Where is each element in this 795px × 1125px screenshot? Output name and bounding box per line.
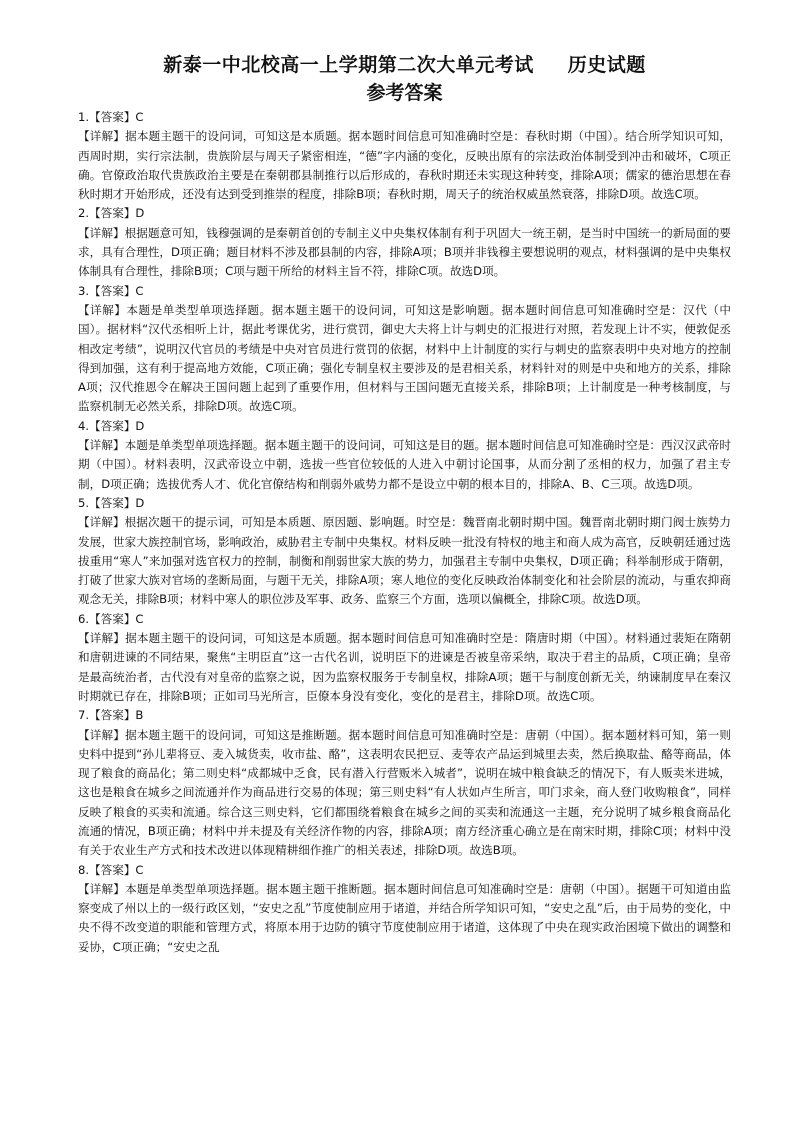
answer-item-4 [78,417,731,494]
explanation-text: 【详解】本题是单类型单项选择题。据本题主题干推断题。据本题时间信息可知准确时空是：唐朝（中国）。据题干可知道由监察变成了州以上的一级行政区划，“安史之乱”节度使制应用于诸道，并结合所学知识可知，“安史之乱”后，由于局势的变化，中央不得不改变道的职能和管理方式，将原本用于边防的镇守节度使制应用于诸道，这体现了中央在现实政治困境下做出的调整和妥协，C项正确；“安史之乱 [78,881,731,954]
page-title [78,52,731,78]
answer-item-7 [78,706,731,860]
answer-line: 5.【答案】D [78,495,145,510]
explanation-text: 【详解】据本题主题干的设问词，可知这是本质题。据本题时间信息可知准确时空是：隋唐时期（中国）。材料通过裴矩在隋朝和唐朝进谏的不同结果，聚焦“主明臣直”这一古代名训，说明臣下的进谏是否被皇帝采纳，取决于君主的品质，C项正确；皇帝是最高统治者，古代没有对皇帝的监察之说，因为监察权服务于专制皇权，排除A项；题干与制度创新无关，纳谏制度早在秦汉时期就已存在，排除B项；正如司马光所言，臣僚本身没有变化，变化的是君主，排除D项。故选C项。 [78,631,731,703]
explanation-text: 【详解】据本题主题干的设问词，可知这是本质题。据本题时间信息可知准确时空是：春秋时期（中国）。结合所学知识可知，西周时期，实行宗法制，贵族阶层与周天子紧密相连，“德”字内涵的变化，反映出原有的宗法政治体制受到冲击和破坏，C项正确。官僚政治取代贵族政治主要是在秦朝郡县制推行以后形成的，春秋时期还未实现这种转变，排除A项；儒家的德治思想在春秋时期才开始形成，还没有达到受到推崇的程度，排除B项；春秋时期，周天子的统治权威虽然衰落，排除D项。故选C项。 [78,129,731,202]
subject-title: 历史试题 [567,54,646,76]
answer-line: 3.【答案】C [78,283,144,298]
answer-item-5 [78,494,731,610]
explanation-text: 【详解】本题是单类型单项选择题。据本题主题干的设问词，可知这是目的题。据本题时间信息可知准确时空是：西汉汉武帝时期（中国）。材料表明，汉武帝设立中朝，选拔一些官位较低的人进入中朝讨论国事，从而分割了丞相的权力，加强了君主专制，D项正确；选拔优秀人才、优化官僚结构和削弱外戚势力都不是设立中朝的根本目的，排除A、B、C三项。故选D项。 [78,438,731,491]
explanation-text: 【详解】根据次题干的提示词，可知是本质题、原因题、影响题。时空是：魏晋南北朝时期中国。魏晋南北朝时期门阀士族势力发展，世家大族控制官场，影响政治，威胁君主专制中央集权。材料反映一批没有特权的地主和商人成为高官，反映朝廷通过选拔重用“寒人”来加强对选官权力的控制，制衡和削弱世家大族的势力，加强君主专制中央集权，D项正确；科举制形成于隋朝，打破了世家大族对官场的垄断局面，与题干无关，排除A项；寒人地位的变化反映政治体制变化和社会阶层的流动，与重农抑商观念无关，排除B项；材料中寒人的职位涉及军事、政务、监察三个方面，选项以偏概全，排除C项。故选D项。 [78,515,731,607]
answer-line: 8.【答案】C [78,862,144,877]
answer-line: 4.【答案】D [78,418,145,433]
explanation-text: 【详解】据本题主题干的设问词，可知这是推断题。据本题时间信息可知准确时空是：唐朝（中国）。据本题材料可知，第一则史料中提到“孙儿辈将豆、麦入城货卖，收市盐、酪”，这表明农民把豆、麦等农产品运到城里去卖，然后换取盐、酪等商品，体现了粮食的商品化；第二则史料“成都城中乏食，民有潜入行营贩米入城者”，说明在城中粮食缺乏的情况下，有人贩卖米进城，这也是粮食在城乡之间流通并作为商品进行交易的体现；第三则史料“有人状如卢生所言，叩门求籴，商人登门收购粮食”，同样反映了粮食的买卖和流通。综合这三则史料，它们都围绕着粮食在城乡之间的买卖和流通这一主题，充分说明了城乡粮食商品化流通的情况，B项正确；材料中并未提及有关经济作物的内容，排除A项；南方经济重心确立是在南宋时期，排除C项；材料中没有关于农业生产方式和技术改进以体现精耕细作推广的相关表述，排除D项。故选B项。 [78,727,731,858]
answer-item-2 [78,204,731,281]
answer-line: 2.【答案】D [78,206,145,221]
answer-line: 1.【答案】C [78,110,144,124]
answer-item-6 [78,610,731,706]
explanation-text: 【详解】本题是单类型单项选择题。据本题主题干的设问词，可知这是影响题。据本题时间信息可知准确时空是：汉代（中国）。据材料“汉代丞相听上计，据此考课优劣，进行赏罚，御史大夫将上计与刺史的汇报进行对照，若发现上计不实，便敦促丞相改定考绩”，说明汉代官员的考绩是中央对官员进行赏罚的依据，材料中上计制度的实行与刺史的监察表明中央对地方的控制得到加强，这有利于提高地方效能，C项正确；强化专制皇权主要涉及的是君相关系，材料针对的则是中央和地方的关系，排除A项；汉代推恩令在解决王国问题上起到了重要作用，但材料与王国问题无直接关系，排除B项；上计制度是一种考核制度，与监察机制无必然关系，排除D项。故选C项。 [78,302,731,414]
page-subtitle: 参考答案 [366,82,443,104]
answer-item-8 [78,861,731,957]
explanation-text: 【详解】根据题意可知，钱穆强调的是秦朝首创的专制主义中央集权体制有利于巩固大一统王朝，是当时中国统一的新局面的要求，具有合理性，D项正确；题目材料不涉及郡县制的内容，排除A项；B项并非钱穆主要想说明的观点，材料强调的是中央集权体制具有合理性，排除B项；C项与题干所给的材料主旨不符，排除C项。故选D项。 [78,225,731,279]
exam-title: 新泰一中北校高一上学期第二次大单元考试 [163,54,534,76]
answer-item-3 [78,282,731,417]
answer-line: 6.【答案】C [78,611,144,626]
answer-line: 7.【答案】B [78,708,144,723]
answer-item-1 [78,108,731,204]
